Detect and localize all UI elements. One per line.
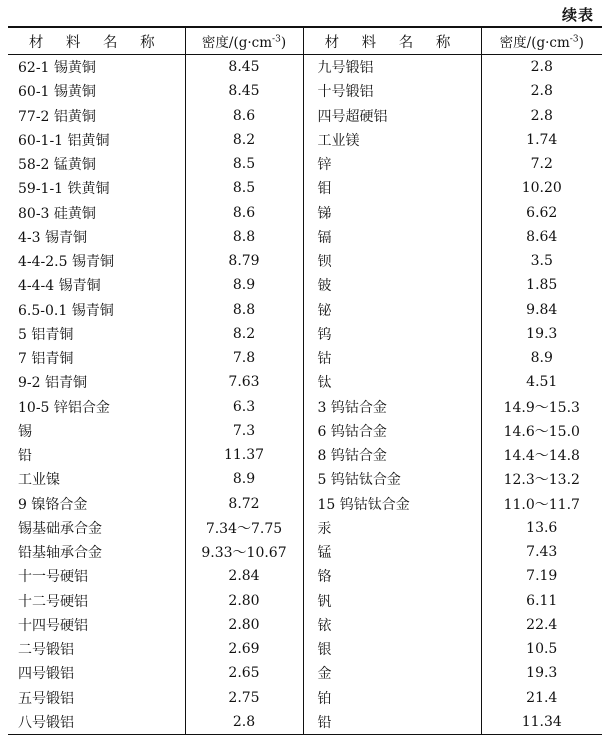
- density-value-cell: 7.34～7.75: [185, 516, 303, 540]
- density-value-cell: 1.85: [481, 273, 602, 297]
- continued-label: 续表: [561, 6, 594, 24]
- density-value-cell: 8.5: [185, 152, 303, 176]
- table-row: [8, 273, 602, 297]
- density-value-cell: 2.75: [185, 686, 303, 710]
- material-name-cell: 10-5 锌铝合金: [18, 399, 110, 416]
- material-name-cell: 9-2 铝青铜: [18, 375, 87, 392]
- density-value-cell: 8.2: [185, 128, 303, 152]
- material-name-cell: 二号锻铝: [18, 642, 74, 659]
- material-name-cell: 十号锻铝: [303, 79, 481, 103]
- density-value-cell: 7.19: [481, 564, 602, 588]
- density-value-cell: 8.6: [185, 201, 303, 225]
- density-value-cell: 10.5: [481, 637, 602, 661]
- density-value-cell: 2.8: [481, 79, 602, 103]
- material-name-cell: 金: [303, 661, 481, 685]
- table-row: [8, 55, 602, 80]
- material-name-cell: 80-3 硅黄铜: [18, 205, 96, 222]
- density-value-cell: 8.8: [185, 298, 303, 322]
- density-value-cell: 14.6～15.0: [481, 419, 602, 443]
- density-value-cell: 2.84: [185, 564, 303, 588]
- density-value-cell: 8.2: [185, 322, 303, 346]
- table-row: [8, 298, 602, 322]
- density-value-cell: 2.80: [185, 613, 303, 637]
- material-name-cell: 15 钨钴钛合金: [303, 492, 481, 516]
- material-name-cell: 镉: [303, 225, 481, 249]
- table-row: [8, 322, 602, 346]
- density-value-cell: 22.4: [481, 613, 602, 637]
- header-material-name: 材 料 名 称: [303, 27, 481, 55]
- header-density: 密度$/(g\cdot cm^{-3})$: [185, 27, 303, 55]
- material-name-cell: 5 铝青铜: [18, 326, 74, 343]
- table-row: [8, 613, 602, 637]
- table-row: [8, 710, 602, 735]
- material-name-cell: 钴: [303, 346, 481, 370]
- material-name-cell: 锌: [303, 152, 481, 176]
- material-name-cell: 钨: [303, 322, 481, 346]
- material-name-cell: 铅基轴承合金: [18, 545, 102, 562]
- table-row: [8, 589, 602, 613]
- density-value-cell: 9.33～10.67: [185, 540, 303, 564]
- density-value-cell: 3.5: [481, 249, 602, 273]
- material-name-cell: 3 钨钴合金: [303, 395, 481, 419]
- material-name-cell: 钡: [303, 249, 481, 273]
- table-row: [8, 225, 602, 249]
- table-row: [8, 492, 602, 516]
- density-value-cell: 2.8: [185, 710, 303, 735]
- density-value-cell: 6.3: [185, 395, 303, 419]
- table-row: [8, 686, 602, 710]
- table-row: [8, 249, 602, 273]
- material-name-cell: 铍: [303, 273, 481, 297]
- density-value-cell: 2.8: [481, 104, 602, 128]
- material-name-cell: 62-1 锡黄铜: [18, 60, 96, 77]
- density-value-cell: 7.2: [481, 152, 602, 176]
- density-value-cell: 8.72: [185, 492, 303, 516]
- material-name-cell: 钛: [303, 370, 481, 394]
- material-name-cell: 6.5-0.1 锡青铜: [18, 302, 114, 319]
- material-name-cell: 7 铝青铜: [18, 351, 74, 368]
- density-value-cell: 8.9: [185, 273, 303, 297]
- material-name-cell: 锡: [18, 423, 32, 440]
- density-value-cell: 12.3～13.2: [481, 467, 602, 491]
- material-name-cell: 工业镍: [18, 472, 60, 489]
- table-row: [8, 395, 602, 419]
- material-name-cell: 八号锻铝: [8, 710, 185, 735]
- density-value-cell: 21.4: [481, 686, 602, 710]
- density-value-cell: 2.80: [185, 589, 303, 613]
- header-density: 密度$/(g\cdot cm^{-3})$: [481, 27, 602, 55]
- material-name-cell: 5 钨钴钛合金: [303, 467, 481, 491]
- table-body: [8, 55, 602, 735]
- density-value-cell: 8.64: [481, 225, 602, 249]
- header-material-name: 材 料 名 称: [28, 34, 164, 51]
- header-row: [8, 27, 602, 55]
- table-row: [8, 637, 602, 661]
- material-name-cell: 4-3 锡青铜: [18, 229, 87, 246]
- material-name-cell: 十四号硬铝: [18, 617, 88, 634]
- density-value-cell: 11.37: [185, 443, 303, 467]
- material-name-cell: 8 钨钴合金: [303, 443, 481, 467]
- material-name-cell: 锡基础承合金: [18, 520, 102, 537]
- density-value-cell: 2.8: [481, 55, 602, 80]
- table-row: [8, 79, 602, 103]
- material-name-cell: 钒: [303, 589, 481, 613]
- material-name-cell: 锰: [303, 540, 481, 564]
- density-value-cell: 8.9: [481, 346, 602, 370]
- density-value-cell: 7.43: [481, 540, 602, 564]
- material-name-cell: 银: [303, 637, 481, 661]
- table-row: [8, 661, 602, 685]
- table-row: [8, 540, 602, 564]
- table-row: [8, 443, 602, 467]
- table-row: [8, 370, 602, 394]
- material-name-cell: 四号超硬铝: [303, 104, 481, 128]
- density-value-cell: 1.74: [481, 128, 602, 152]
- density-value-cell: 8.5: [185, 176, 303, 200]
- density-value-cell: 7.8: [185, 346, 303, 370]
- table-row: [8, 128, 602, 152]
- material-name-cell: 9 镍铬合金: [18, 496, 88, 513]
- material-name-cell: 四号锻铝: [18, 666, 74, 683]
- table-row: [8, 516, 602, 540]
- density-value-cell: 8.45: [185, 79, 303, 103]
- table-row: [8, 419, 602, 443]
- density-value-cell: 14.9～15.3: [481, 395, 602, 419]
- material-name-cell: 铱: [303, 613, 481, 637]
- density-value-cell: 13.6: [481, 516, 602, 540]
- density-value-cell: 11.0～11.7: [481, 492, 602, 516]
- density-value-cell: 8.79: [185, 249, 303, 273]
- table-row: [8, 564, 602, 588]
- density-value-cell: 8.6: [185, 104, 303, 128]
- density-value-cell: 11.34: [481, 710, 602, 735]
- material-name-cell: 九号锻铝: [303, 55, 481, 80]
- material-name-cell: 汞: [303, 516, 481, 540]
- density-value-cell: 6.62: [481, 201, 602, 225]
- density-value-cell: 2.69: [185, 637, 303, 661]
- material-name-cell: 锑: [303, 201, 481, 225]
- material-name-cell: 铂: [303, 686, 481, 710]
- material-name-cell: 60-1 锡黄铜: [18, 84, 96, 101]
- density-value-cell: 8.45: [185, 55, 303, 80]
- table-row: [8, 346, 602, 370]
- material-name-cell: 4-4-4 锡青铜: [18, 278, 101, 295]
- material-name-cell: 60-1-1 铝黄铜: [18, 132, 110, 149]
- material-name-cell: 十一号硬铝: [18, 569, 88, 586]
- material-name-cell: 工业镁: [303, 128, 481, 152]
- table-row: [8, 152, 602, 176]
- table-row: [8, 104, 602, 128]
- density-value-cell: 8.8: [185, 225, 303, 249]
- material-name-cell: 十二号硬铝: [18, 593, 88, 610]
- table-row: [8, 201, 602, 225]
- density-value-cell: 4.51: [481, 370, 602, 394]
- material-name-cell: 五号锻铝: [18, 690, 74, 707]
- density-value-cell: 8.9: [185, 467, 303, 491]
- material-name-cell: 铋: [303, 298, 481, 322]
- table-row: [8, 176, 602, 200]
- density-value-cell: 2.65: [185, 661, 303, 685]
- density-value-cell: 19.3: [481, 322, 602, 346]
- material-name-cell: 铬: [303, 564, 481, 588]
- material-name-cell: 铅: [303, 710, 481, 735]
- density-table: [8, 26, 602, 735]
- material-name-cell: 6 钨钴合金: [303, 419, 481, 443]
- density-value-cell: 10.20: [481, 176, 602, 200]
- density-value-cell: 14.4～14.8: [481, 443, 602, 467]
- material-name-cell: 58-2 锰黄铜: [18, 157, 96, 174]
- density-value-cell: 9.84: [481, 298, 602, 322]
- density-value-cell: 7.63: [185, 370, 303, 394]
- material-name-cell: 铅: [18, 448, 32, 465]
- material-name-cell: 77-2 铝黄铜: [18, 108, 96, 125]
- density-value-cell: 19.3: [481, 661, 602, 685]
- table-row: [8, 467, 602, 491]
- material-name-cell: 4-4-2.5 锡青铜: [18, 254, 114, 271]
- material-name-cell: 59-1-1 铁黄铜: [18, 181, 110, 198]
- material-name-cell: 钼: [303, 176, 481, 200]
- density-value-cell: 6.11: [481, 589, 602, 613]
- density-value-cell: 7.3: [185, 419, 303, 443]
